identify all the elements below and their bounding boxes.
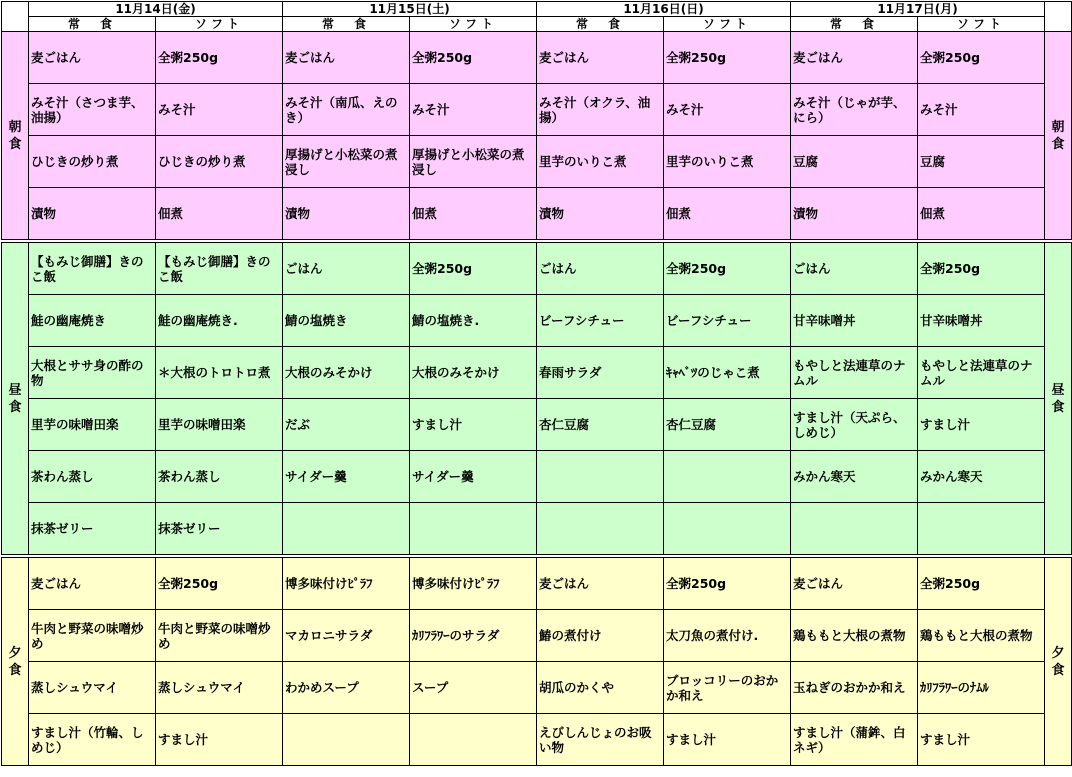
menu-item-cell: ｷｬﾍﾞﾂのじゃこ煮 <box>664 347 791 399</box>
dinner-row <box>2 610 1072 662</box>
menu-item-cell: 牛肉と野菜の味噌炒め <box>156 610 283 662</box>
menu-item-cell: 大根のみそかけ <box>283 347 410 399</box>
menu-item-cell: ひじきの炒り煮 <box>29 136 156 188</box>
menu-item-cell <box>283 503 410 555</box>
menu-item-cell: 漬物 <box>29 188 156 240</box>
menu-item-cell: だぶ <box>283 399 410 451</box>
menu-item-cell: 全粥250g <box>664 558 791 610</box>
menu-item-cell: すまし汁（蒲鉾、白ネギ） <box>791 714 918 766</box>
menu-item-cell: 全粥250g <box>410 32 537 84</box>
menu-item-cell: 里芋の味噌田楽 <box>156 399 283 451</box>
menu-item-cell: 蒸しシュウマイ <box>156 662 283 714</box>
dinner-label-right: 夕 食 <box>1045 558 1072 766</box>
lunch-row <box>2 295 1072 347</box>
corner-cell-right <box>1045 2 1072 32</box>
menu-item-cell <box>537 503 664 555</box>
menu-item-cell: 漬物 <box>537 188 664 240</box>
menu-item-cell: すまし汁 <box>918 399 1045 451</box>
menu-item-cell: 胡瓜のかくや <box>537 662 664 714</box>
menu-item-cell: ごはん <box>537 243 664 295</box>
menu-item-cell: 麦ごはん <box>537 32 664 84</box>
type-header-row <box>2 17 1072 32</box>
regular-diet-header: 常 食 <box>283 17 410 32</box>
menu-item-cell: 全粥250g <box>918 558 1045 610</box>
menu-item-cell: ごはん <box>791 243 918 295</box>
menu-item-cell: 漬物 <box>791 188 918 240</box>
menu-item-cell: ＊大根のトロトロ煮 <box>156 347 283 399</box>
lunch-row <box>2 451 1072 503</box>
menu-item-cell: 全粥250g <box>918 32 1045 84</box>
menu-item-cell: みそ汁 <box>918 84 1045 136</box>
menu-item-cell: みそ汁 <box>410 84 537 136</box>
breakfast-row <box>2 136 1072 188</box>
menu-item-cell: 厚揚げと小松菜の煮浸し <box>283 136 410 188</box>
menu-item-cell: 全粥250g <box>156 558 283 610</box>
menu-item-cell: えびしんじょのお吸い物 <box>537 714 664 766</box>
menu-item-cell: すまし汁 <box>664 714 791 766</box>
menu-item-cell: 麦ごはん <box>537 558 664 610</box>
menu-item-cell: 豆腐 <box>791 136 918 188</box>
menu-item-cell: 博多味付けﾋﾟﾗﾌ <box>283 558 410 610</box>
menu-item-cell: すまし汁 <box>918 714 1045 766</box>
menu-item-cell: 麦ごはん <box>29 32 156 84</box>
menu-item-cell: もやしと法連草のナムル <box>918 347 1045 399</box>
menu-item-cell: 抹茶ゼリー <box>29 503 156 555</box>
menu-item-cell: 豆腐 <box>918 136 1045 188</box>
menu-item-cell: 麦ごはん <box>791 32 918 84</box>
meal-menu-table <box>1 1 1072 766</box>
menu-item-cell: 鶏ももと大根の煮物 <box>918 610 1045 662</box>
menu-item-cell: もやしと法連草のナムル <box>791 347 918 399</box>
breakfast-row <box>2 84 1072 136</box>
menu-item-cell: 里芋の味噌田楽 <box>29 399 156 451</box>
menu-item-cell: 鮭の幽庵焼き. <box>156 295 283 347</box>
breakfast-row <box>2 188 1072 240</box>
menu-item-cell: 全粥250g <box>410 243 537 295</box>
menu-item-cell: 春雨サラダ <box>537 347 664 399</box>
menu-item-cell <box>664 451 791 503</box>
menu-item-cell: 抹茶ゼリー <box>156 503 283 555</box>
menu-item-cell <box>410 503 537 555</box>
menu-item-cell: みそ汁（南瓜、えのき） <box>283 84 410 136</box>
lunch-label-right: 昼 食 <box>1045 243 1072 555</box>
menu-item-cell: 鯖の塩焼き <box>283 295 410 347</box>
menu-item-cell: 漬物 <box>283 188 410 240</box>
menu-item-cell: 厚揚げと小松菜の煮浸し <box>410 136 537 188</box>
breakfast-row <box>2 32 1072 84</box>
menu-item-cell: すまし汁（天ぷら、しめじ） <box>791 399 918 451</box>
menu-item-cell: わかめスープ <box>283 662 410 714</box>
menu-item-cell: ビーフシチュー <box>664 295 791 347</box>
menu-item-cell: みかん寒天 <box>918 451 1045 503</box>
menu-item-cell: ブロッコリーのおかか和え <box>664 662 791 714</box>
menu-item-cell: 大根のみそかけ <box>410 347 537 399</box>
dinner-label-left: 夕 食 <box>2 558 29 766</box>
menu-item-cell: 麦ごはん <box>791 558 918 610</box>
menu-item-cell: 全粥250g <box>156 32 283 84</box>
menu-item-cell: ｶﾘﾌﾗﾜｰのサラダ <box>410 610 537 662</box>
menu-item-cell: 杏仁豆腐 <box>537 399 664 451</box>
menu-item-cell: 全粥250g <box>664 243 791 295</box>
menu-item-cell: サイダー羹 <box>410 451 537 503</box>
breakfast-label-left: 朝 食 <box>2 32 29 240</box>
menu-item-cell: ごはん <box>283 243 410 295</box>
date-header: 11月15日(土) <box>283 2 537 17</box>
menu-item-cell: スープ <box>410 662 537 714</box>
breakfast-label-right: 朝 食 <box>1045 32 1072 240</box>
menu-item-cell <box>791 503 918 555</box>
regular-diet-header: 常 食 <box>29 17 156 32</box>
soft-diet-header: ソフト <box>410 17 537 32</box>
menu-item-cell: 全粥250g <box>918 243 1045 295</box>
menu-item-cell: 麦ごはん <box>283 32 410 84</box>
date-header: 11月16日(日) <box>537 2 791 17</box>
menu-item-cell: 茶わん蒸し <box>29 451 156 503</box>
lunch-label-left: 昼 食 <box>2 243 29 555</box>
menu-item-cell <box>283 714 410 766</box>
menu-item-cell: 【もみじ御膳】きのこ飯 <box>29 243 156 295</box>
menu-item-cell: 鶏ももと大根の煮物 <box>791 610 918 662</box>
menu-item-cell: 【もみじ御膳】きのこ飯 <box>156 243 283 295</box>
menu-item-cell: 玉ねぎのおかか和え <box>791 662 918 714</box>
menu-item-cell: ｶﾘﾌﾗﾜｰのﾅﾑﾙ <box>918 662 1045 714</box>
menu-item-cell: みかん寒天 <box>791 451 918 503</box>
lunch-row <box>2 347 1072 399</box>
menu-item-cell: みそ汁 <box>664 84 791 136</box>
menu-item-cell: 佃煮 <box>156 188 283 240</box>
menu-item-cell <box>537 451 664 503</box>
menu-item-cell: 佃煮 <box>410 188 537 240</box>
menu-item-cell: 全粥250g <box>664 32 791 84</box>
menu-item-cell: 甘辛味噌丼 <box>791 295 918 347</box>
menu-item-cell: すまし汁 <box>410 399 537 451</box>
menu-item-cell: 鮭の幽庵焼き <box>29 295 156 347</box>
menu-item-cell: 大根とササ身の酢の物 <box>29 347 156 399</box>
soft-diet-header: ソフト <box>664 17 791 32</box>
dinner-row <box>2 558 1072 610</box>
menu-item-cell: 杏仁豆腐 <box>664 399 791 451</box>
menu-item-cell: 博多味付けﾋﾟﾗﾌ <box>410 558 537 610</box>
lunch-row <box>2 243 1072 295</box>
menu-item-cell: 太刀魚の煮付け. <box>664 610 791 662</box>
menu-item-cell: 里芋のいりこ煮 <box>664 136 791 188</box>
menu-item-cell: みそ汁（さつま芋、油揚） <box>29 84 156 136</box>
dinner-row <box>2 714 1072 766</box>
menu-item-cell: みそ汁（オクラ、油揚） <box>537 84 664 136</box>
menu-item-cell: 里芋のいりこ煮 <box>537 136 664 188</box>
menu-item-cell: サイダー羹 <box>283 451 410 503</box>
menu-item-cell <box>664 503 791 555</box>
menu-item-cell: 佃煮 <box>918 188 1045 240</box>
menu-item-cell: マカロニサラダ <box>283 610 410 662</box>
menu-item-cell: みそ汁 <box>156 84 283 136</box>
menu-item-cell: 鰆の煮付け <box>537 610 664 662</box>
menu-item-cell: 佃煮 <box>664 188 791 240</box>
corner-cell-left <box>2 2 29 32</box>
menu-item-cell <box>918 503 1045 555</box>
menu-item-cell: みそ汁（じゃが芋、にら） <box>791 84 918 136</box>
menu-item-cell: 牛肉と野菜の味噌炒め <box>29 610 156 662</box>
date-header: 11月14日(金) <box>29 2 283 17</box>
menu-item-cell: すまし汁 <box>156 714 283 766</box>
menu-item-cell: ビーフシチュー <box>537 295 664 347</box>
menu-item-cell: 麦ごはん <box>29 558 156 610</box>
menu-body <box>2 32 1072 766</box>
soft-diet-header: ソフト <box>156 17 283 32</box>
menu-item-cell: ひじきの炒り煮 <box>156 136 283 188</box>
menu-item-cell: 鯖の塩焼き. <box>410 295 537 347</box>
dinner-row <box>2 662 1072 714</box>
menu-item-cell: 甘辛味噌丼 <box>918 295 1045 347</box>
menu-item-cell: すまし汁（竹輪、しめじ） <box>29 714 156 766</box>
regular-diet-header: 常 食 <box>791 17 918 32</box>
menu-item-cell: 茶わん蒸し <box>156 451 283 503</box>
menu-item-cell <box>410 714 537 766</box>
menu-item-cell: 蒸しシュウマイ <box>29 662 156 714</box>
date-header-row <box>2 2 1072 17</box>
regular-diet-header: 常 食 <box>537 17 664 32</box>
lunch-row <box>2 399 1072 451</box>
soft-diet-header: ソフト <box>918 17 1045 32</box>
lunch-row <box>2 503 1072 555</box>
date-header: 11月17日(月) <box>791 2 1045 17</box>
